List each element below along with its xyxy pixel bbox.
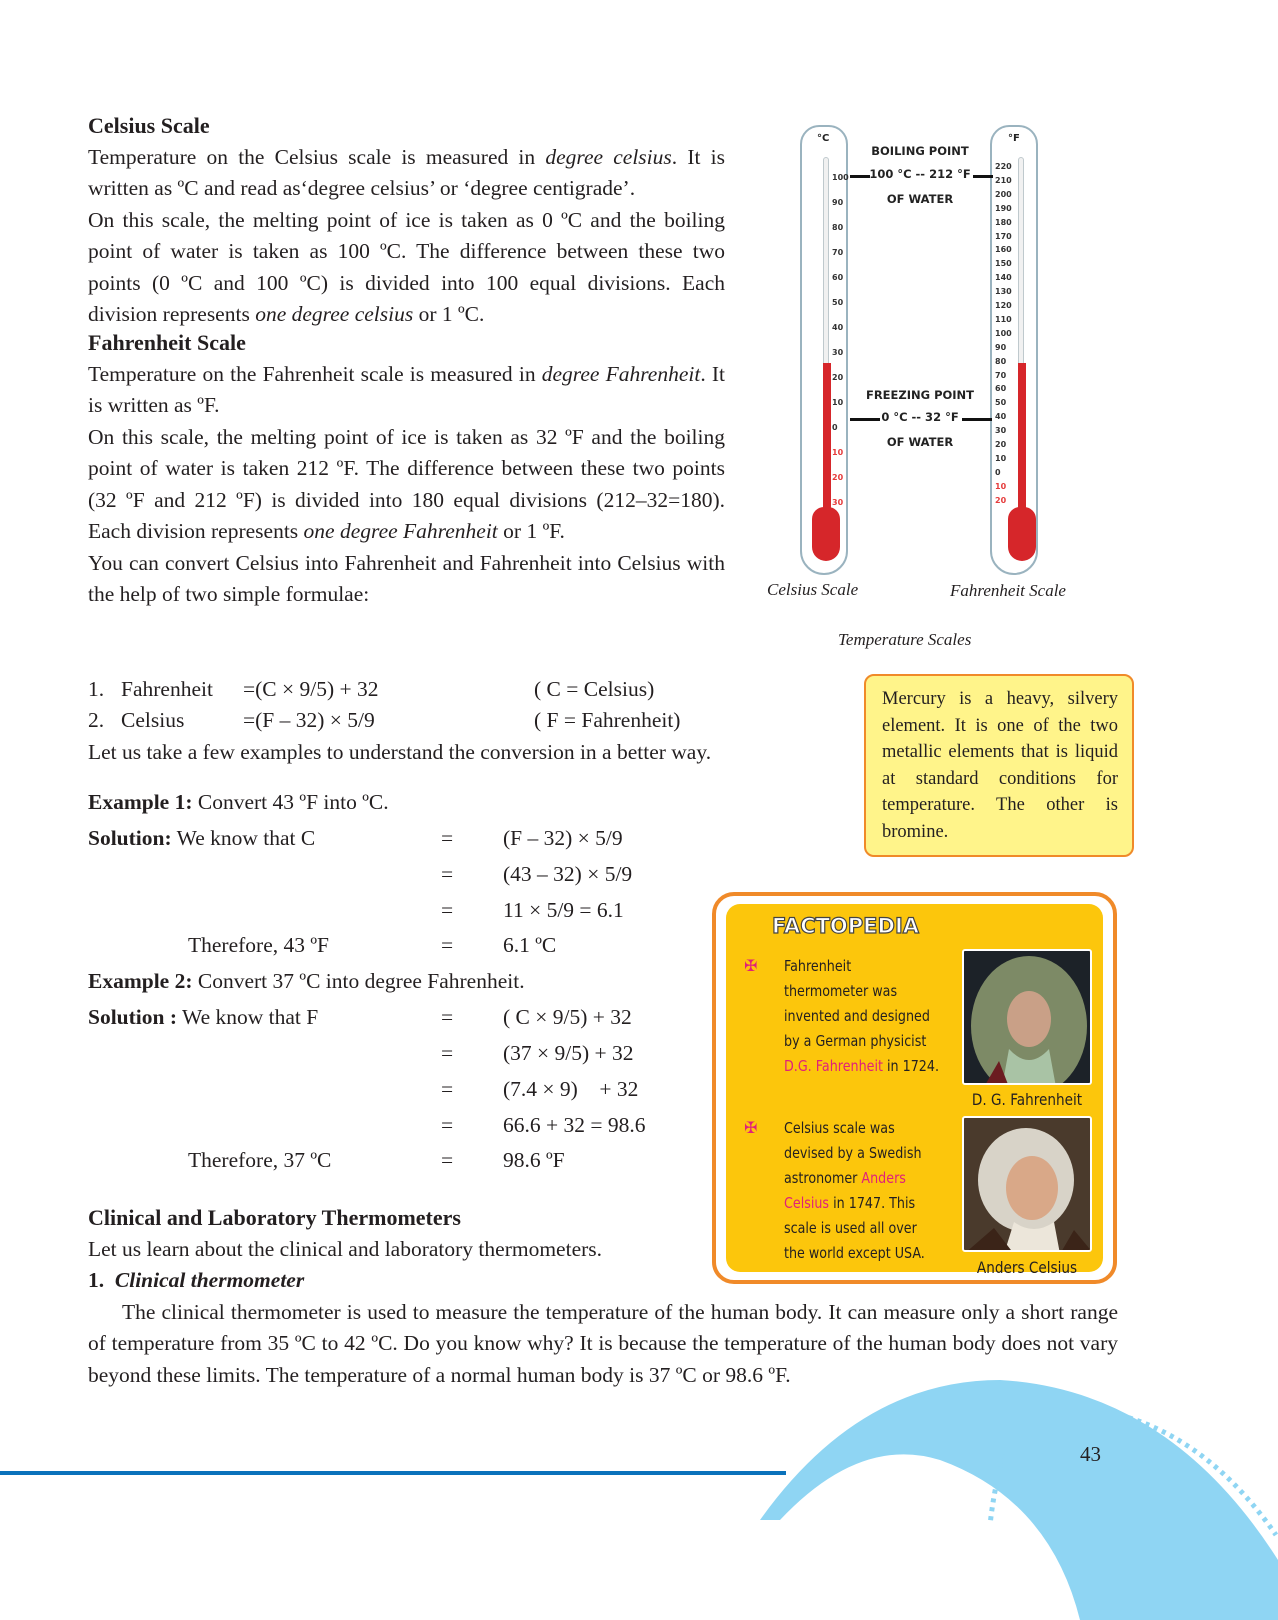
fahrenheit-tick-label: 170 [995, 231, 1012, 241]
footer-rule [0, 1471, 786, 1475]
celsius-portrait-caption: Anders Celsius [976, 1258, 1078, 1277]
example1-step-eq: = [441, 826, 454, 850]
celsius-tick-label: 70 [832, 248, 844, 257]
celsius-bulb [812, 507, 840, 561]
celsius-tick-label: 30 [832, 498, 844, 507]
fahrenheit-tick-label: 150 [995, 259, 1012, 269]
celsius-tick-label: 50 [832, 298, 844, 307]
caption-temperature-scales: Temperature Scales [838, 630, 972, 649]
fahrenheit-thermometer [990, 125, 1038, 575]
celsius-tick-label: 40 [832, 323, 844, 332]
decorative-wave-icon [740, 1380, 1278, 1620]
example2-step-eq: = [441, 1041, 454, 1065]
fahrenheit-paragraph-3: You can convert Celsius into Fahrenheit and Fahrenheit into Celsius with the help of two simple formulae: [88, 550, 725, 606]
clinical-thermometer-paragraph: The clinical thermometer is used to measure the temperature of the human body. It can measure only a short range of temperature from 35 ºC to 42 ºC. Do you know why? It is because the temperature of the human body does not vary beyond these limits. The temperature of a normal human body is 37 ºC or 98.6 ºF. [88, 1299, 1118, 1387]
fahrenheit-tick-label: 190 [995, 203, 1012, 213]
freezing-point-label: FREEZING POINT [865, 388, 975, 402]
celsius-tick-label: 10 [832, 448, 844, 457]
maltese-cross-bullet-icon: ✠ [744, 956, 758, 975]
freezing-point-values: 0 °C -- 32 °F [881, 410, 959, 424]
celsius-tick-label: 90 [832, 198, 844, 207]
fahrenheit-tick-label: 10 [995, 453, 1007, 463]
example2-step-eq: = [441, 1005, 454, 1029]
caption-celsius-scale: Celsius Scale [767, 580, 859, 599]
example2-step: (37 × 9/5) + 32 [503, 1041, 634, 1065]
thermometers-heading: Clinical and Laboratory Thermometers [88, 1205, 461, 1230]
fahrenheit-tick-label: 120 [995, 301, 1012, 310]
example1-result: 6.1 ºC [503, 933, 557, 957]
example2-step-eq: = [441, 1113, 454, 1137]
freezing-of-water-label: OF WATER [886, 435, 954, 449]
celsius-tick-label: 60 [832, 273, 844, 282]
fahrenheit-portrait-caption: D. G. Fahrenheit [971, 1090, 1083, 1109]
fahrenheit-unit-label: °F [1008, 133, 1020, 144]
celsius-heading: Celsius Scale [88, 113, 210, 138]
celsius-thermometer [800, 125, 848, 575]
fahrenheit-portrait-image [962, 949, 1092, 1085]
example1-step: 11 × 5/9 = 6.1 [503, 898, 624, 922]
fahrenheit-tick-label: 40 [995, 412, 1007, 422]
example1-therefore-eq: = [441, 933, 454, 957]
example1-step-eq: = [441, 898, 454, 922]
factopedia-title: FACTOPEDIA [772, 914, 920, 938]
fahrenheit-tick-label: 0 [995, 467, 1001, 477]
boiling-point-label: BOILING POINT [871, 144, 969, 158]
example1-solution: Solution: We know that C [88, 826, 316, 850]
fact-celsius-text: Celsius scale was devised by a Swedish astronomer Anders Celsius in 1747. This scale is used all over the world except USA. [784, 1119, 925, 1262]
example2-step: ( C × 9/5) + 32 [503, 1005, 632, 1029]
example2-result: 98.6 ºF [503, 1148, 565, 1172]
fahrenheit-tick-label: 70 [995, 370, 1007, 380]
celsius-section [88, 110, 725, 331]
fahrenheit-paragraph-1: Temperature on the Fahrenheit scale is measured in degree Fahrenheit. It is written as ºF. [88, 361, 725, 417]
examples-intro: Let us take a few examples to understand the conversion in a better way. [88, 740, 712, 764]
page-number: 43 [1080, 1442, 1101, 1466]
freezing-line-right [962, 418, 992, 421]
fahrenheit-tick-label: 180 [995, 217, 1012, 227]
fahrenheit-tick-label: 10 [995, 481, 1007, 491]
fahrenheit-bulb [1008, 507, 1036, 561]
celsius-tick-label: 10 [832, 398, 844, 407]
fahrenheit-tick-label: 90 [995, 342, 1007, 352]
fahrenheit-tick-label: 200 [995, 189, 1012, 199]
fahrenheit-section [88, 327, 725, 611]
example2-solution: Solution : We know that F [88, 1005, 319, 1029]
celsius-unit-label: °C [817, 133, 830, 144]
fahrenheit-tick-label: 80 [995, 356, 1007, 366]
example2-step: 66.6 + 32 = 98.6 [503, 1113, 646, 1137]
boiling-line-right [973, 175, 993, 178]
celsius-paragraph-1: Temperature on the Celsius scale is measured in degree celsius. It is written as ºC and read as‘degree celsius’ or ‘degree centigrade’. [88, 144, 725, 200]
thermometers-section [88, 1202, 1118, 1391]
clinical-thermometer-subheading: 1. Clinical thermometer [88, 1268, 305, 1292]
fahrenheit-tick-label: 220 [995, 162, 1012, 171]
example2-step-eq: = [441, 1077, 454, 1101]
fahrenheit-tick-label: 130 [995, 287, 1012, 297]
boiling-point-values: 100 °C -- 212 °F [869, 167, 971, 181]
boiling-of-water-label: OF WATER [886, 192, 954, 206]
temperature-scales-figure [790, 120, 1090, 570]
maltese-cross-bullet-icon: ✠ [744, 1118, 758, 1137]
example2-therefore: Therefore, 37 ºC [188, 1148, 332, 1172]
fahrenheit-tick-label: 100 [995, 328, 1012, 338]
fahrenheit-heading: Fahrenheit Scale [88, 330, 246, 355]
celsius-tick-label: 30 [832, 348, 844, 357]
example2-therefore-eq: = [441, 1148, 454, 1172]
fahrenheit-tick-label: 20 [995, 440, 1007, 449]
celsius-tick-label: 20 [832, 473, 844, 482]
fahrenheit-tick-label: 110 [995, 314, 1012, 324]
example1-title: Example 1: Convert 43 ºF into ºC. [88, 790, 389, 814]
fahrenheit-tick-label: 60 [995, 384, 1007, 394]
thermometers-intro: Let us learn about the clinical and laboratory thermometers. [88, 1236, 603, 1261]
fahrenheit-tick-label: 20 [995, 495, 1007, 505]
fahrenheit-paragraph-2: On this scale, the melting point of ice is taken as 32 ºF and the boiling point of water is taken 212 ºF. The difference between these two points (32 ºF and 212 ºF) is divided into 180 equal divisions (212–32=180). Each division represents one degree Fahrenheit or 1 ºF. [88, 424, 725, 543]
celsius-tick-label: 20 [832, 373, 844, 382]
example2-title: Example 2: Convert 37 ºC into degree Fahrenheit. [88, 969, 525, 993]
celsius-tick-label: 80 [832, 223, 844, 232]
example1-therefore: Therefore, 43 ºF [188, 933, 329, 957]
example1-step: (F – 32) × 5/9 [503, 826, 623, 850]
fahrenheit-tick-label: 50 [995, 398, 1007, 408]
example1-step-eq: = [441, 862, 454, 886]
fahrenheit-tick-label: 140 [995, 273, 1012, 283]
mercury-note-box: Mercury is a heavy, silvery element. It is one of the two metallic elements that is liquid at standard conditions for temperature. The other is bromine. [864, 674, 1134, 857]
fahrenheit-tick-label: 30 [995, 426, 1007, 436]
celsius-tick-label: 100 [832, 173, 849, 182]
caption-fahrenheit-scale: Fahrenheit Scale [950, 581, 1066, 600]
example2-step: (7.4 × 9) + 32 [503, 1077, 639, 1101]
celsius-tick-label: 0 [832, 423, 838, 432]
fahrenheit-tick-label: 160 [995, 245, 1012, 255]
fact-fahrenheit-text: Fahrenheit thermometer was invented and designed by a German physicist D.G. Fahrenheit in 1724. [784, 957, 940, 1075]
celsius-paragraph-2: On this scale, the melting point of ice is taken as 0 ºC and the boiling point of water is taken as 100 ºC. The difference between these two points (0 ºC and 100 ºC) is divided into 100 equal divisions. Each division represents one degree celsius or 1 ºC. [88, 207, 725, 326]
example1-step: (43 – 32) × 5/9 [503, 862, 633, 886]
fahrenheit-tick-label: 210 [995, 175, 1012, 185]
